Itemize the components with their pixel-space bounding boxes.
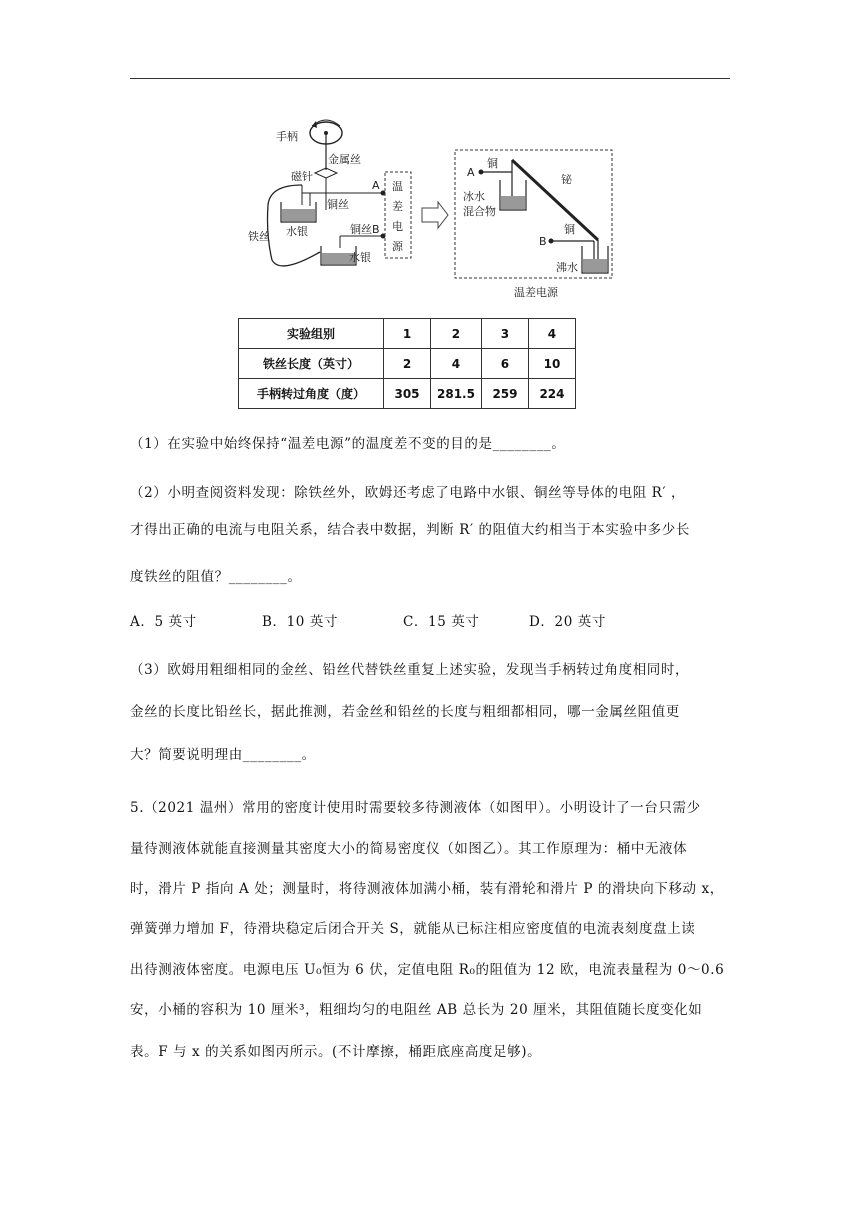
question-2-line-3: 度铁丝的阻值？________。	[130, 569, 302, 585]
question-5-line-4: 弹簧弹力增加 F，待滑块稳定后闭合开关 S，就能从已标注相应密度值的电流表刻度盘上读	[130, 921, 696, 937]
table-cell: 2	[384, 349, 431, 379]
table-cell: 4	[431, 349, 482, 379]
table-cell: 10	[528, 349, 575, 379]
label-copper-1: 铜	[487, 157, 498, 170]
label-boiling-water: 沸水	[556, 261, 578, 274]
question-2-line-1: （2）小明查阅资料发现：除铁丝外，欧姆还考虑了电路中水银、铜丝等导体的电阻 R′ ，	[130, 485, 686, 501]
question-5-line-1: 5.（2021 温州）常用的密度计使用时需要较多待测液体（如图甲）。小明设计了一台只需少	[130, 800, 701, 816]
experiment-table	[238, 318, 576, 409]
right-arrow-icon	[422, 202, 448, 228]
label-point-b-right: B	[539, 235, 547, 248]
table-cell: 4	[528, 319, 575, 349]
label-ice-water-1: 冰水	[463, 190, 485, 203]
label-metal-wire: 金属丝	[328, 153, 361, 166]
option-d: D．20 英寸	[529, 614, 606, 630]
label-point-a-right: A	[467, 166, 475, 179]
label-iron-wire: 铁丝	[248, 230, 270, 243]
label-handle: 手柄	[276, 130, 298, 143]
label-bismuth: 铋	[561, 173, 572, 186]
question-5-line-3: 时，滑片 P 指向 A 处；测量时，将待测液体加满小桶，装有滑轮和滑片 P 的滑块向下移动 x，	[130, 881, 724, 897]
table-row	[239, 319, 576, 349]
table-cell: 实验组别	[239, 319, 384, 349]
label-magnetic-needle: 磁针	[291, 170, 313, 183]
option-a: A．5 英寸	[130, 614, 197, 630]
table-cell: 1	[384, 319, 431, 349]
label-mercury-1: 水银	[286, 225, 308, 238]
table-row	[239, 379, 576, 409]
table-cell: 手柄转过角度（度）	[239, 379, 384, 409]
option-b: B．10 英寸	[262, 614, 339, 630]
label-ice-water-2: 混合物	[463, 205, 496, 218]
question-5-line-2: 量待测液体就能直接测量其密度大小的简易密度仪（如图乙）。其工作原理为：桶中无液体	[130, 841, 688, 857]
answer-options	[130, 612, 606, 632]
figure-svg	[0, 0, 860, 310]
box-text-4: 源	[392, 240, 403, 253]
box-text-1: 温	[392, 180, 403, 193]
table-cell: 铁丝长度（英寸）	[239, 349, 384, 379]
box-text-3: 电	[392, 220, 403, 233]
question-5-line-6: 安，小桶的容积为 10 厘米³，粗细均匀的电阻丝 AB 总长为 20 厘米，其阻值随长度变化如	[130, 1002, 703, 1018]
label-copper-wire-2: 铜丝	[350, 223, 372, 236]
table-cell: 281.5	[431, 379, 482, 409]
question-2-line-2: 才得出正确的电流与电阻关系，结合表中数据，判断 R′ 的阻值大约相当于本实验中多少长	[130, 522, 691, 538]
question-5-line-7: 表。F 与 x 的关系如图丙所示。(不计摩擦，桶距底座高度足够)。	[130, 1044, 542, 1060]
table-cell: 259	[481, 379, 528, 409]
label-mercury-2: 水银	[349, 251, 371, 264]
table-cell: 224	[528, 379, 575, 409]
label-copper-wire-1: 铜丝	[327, 198, 349, 211]
question-3-line-3: 大？简要说明理由________。	[130, 747, 316, 763]
question-1: （1）在实验中始终保持“温差电源”的温度差不变的目的是________。	[130, 436, 566, 452]
label-copper-2: 铜	[564, 223, 575, 236]
question-5-line-5: 出待测液体密度。电源电压 U₀恒为 6 伏，定值电阻 R₀的阻值为 12 欧，电流表量程为 0～0.6	[130, 962, 725, 978]
table-cell: 6	[481, 349, 528, 379]
table-cell: 3	[481, 319, 528, 349]
label-point-b-left: B	[372, 223, 380, 236]
thermocouple-figure	[0, 0, 860, 310]
label-point-a-left: A	[372, 179, 380, 192]
table-cell: 305	[384, 379, 431, 409]
box-text-2: 差	[392, 200, 403, 213]
question-3-line-1: （3）欧姆用粗细相同的金丝、铅丝代替铁丝重复上述实验，发现当手柄转过角度相同时，	[130, 662, 690, 678]
table-row	[239, 349, 576, 379]
option-c: C．15 英寸	[403, 614, 480, 630]
figure-caption: 温差电源	[514, 286, 558, 299]
table-cell: 2	[431, 319, 482, 349]
question-3-line-2: 金丝的长度比铅丝长，据此推测，若金丝和铅丝的长度与粗细都相同，哪一金属丝阻值更	[130, 704, 680, 720]
